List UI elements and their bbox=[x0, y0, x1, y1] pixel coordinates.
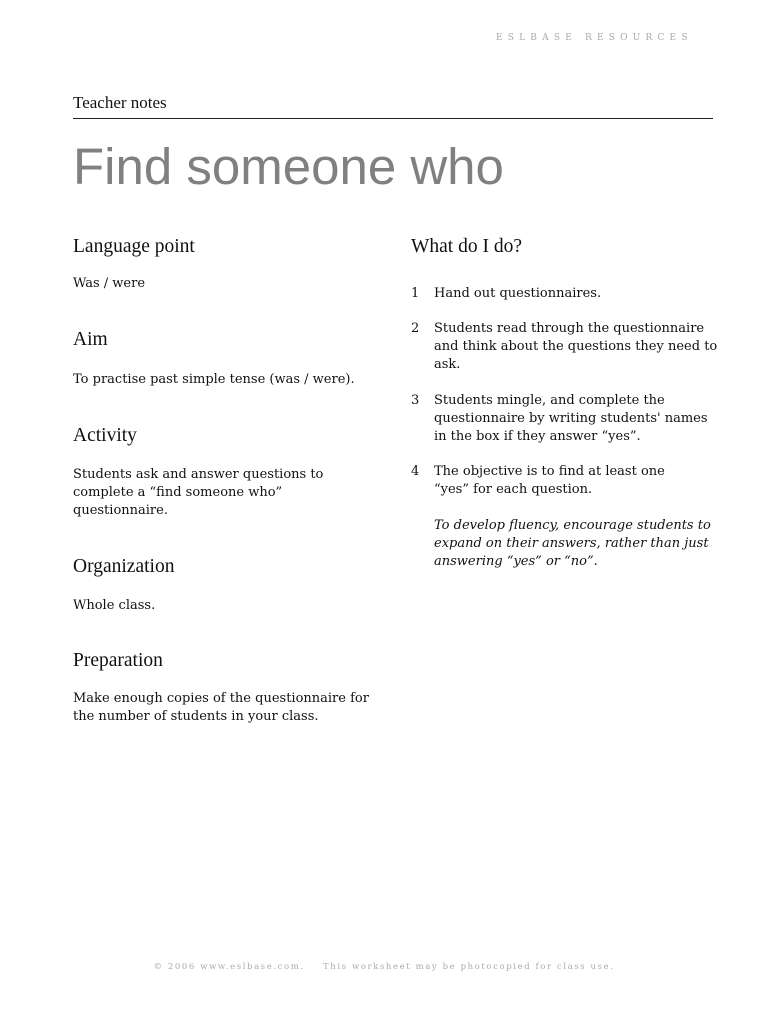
step-number: 2 bbox=[411, 321, 420, 336]
aim-text: To practise past simple tense (was / were). bbox=[73, 372, 355, 387]
what-do-i-do-heading: What do I do? bbox=[411, 236, 523, 257]
step-item bbox=[411, 463, 721, 499]
organization-text: Whole class. bbox=[73, 598, 156, 613]
fluency-tip: To develop fluency, encourage students to expand on their answers, rather than just answering “yes” or “no”. bbox=[434, 518, 711, 569]
step-text: The objective is to find at least one “yes” for each question. bbox=[434, 464, 665, 497]
step-number: 3 bbox=[411, 393, 420, 408]
teacher-notes-label: Teacher notes bbox=[73, 93, 167, 112]
brand-header: ESLBASE RESOURCES bbox=[496, 33, 693, 43]
step-number: 1 bbox=[411, 286, 420, 301]
aim-heading: Aim bbox=[73, 329, 108, 350]
step-text: Students mingle, and complete the questionnaire by writing students' names in the box if they answer “yes”. bbox=[434, 393, 708, 444]
organization-heading: Organization bbox=[73, 556, 175, 577]
activity-heading: Activity bbox=[73, 425, 137, 446]
step-number: 4 bbox=[411, 464, 420, 479]
page-title: Find someone who bbox=[73, 138, 504, 195]
footer-copyright: © 2006 www.eslbase.com. bbox=[153, 962, 305, 972]
activity-text: Students ask and answer questions to complete a “find someone who” questionnaire. bbox=[73, 467, 324, 518]
language-point-heading: Language point bbox=[73, 236, 195, 257]
footer bbox=[0, 962, 768, 972]
preparation-text: Make enough copies of the questionnaire for the number of students in your class. bbox=[73, 691, 369, 724]
footer-notice: This worksheet may be photocopied for class use. bbox=[323, 962, 615, 972]
step-text: Hand out questionnaires. bbox=[434, 286, 602, 301]
step-item bbox=[411, 285, 721, 303]
step-item bbox=[411, 320, 721, 374]
preparation-heading: Preparation bbox=[73, 650, 163, 671]
language-point-text: Was / were bbox=[73, 276, 146, 291]
header-divider bbox=[73, 118, 713, 119]
step-text: Students read through the questionnaire and think about the questions they need to ask. bbox=[434, 321, 718, 372]
step-item bbox=[411, 392, 721, 446]
